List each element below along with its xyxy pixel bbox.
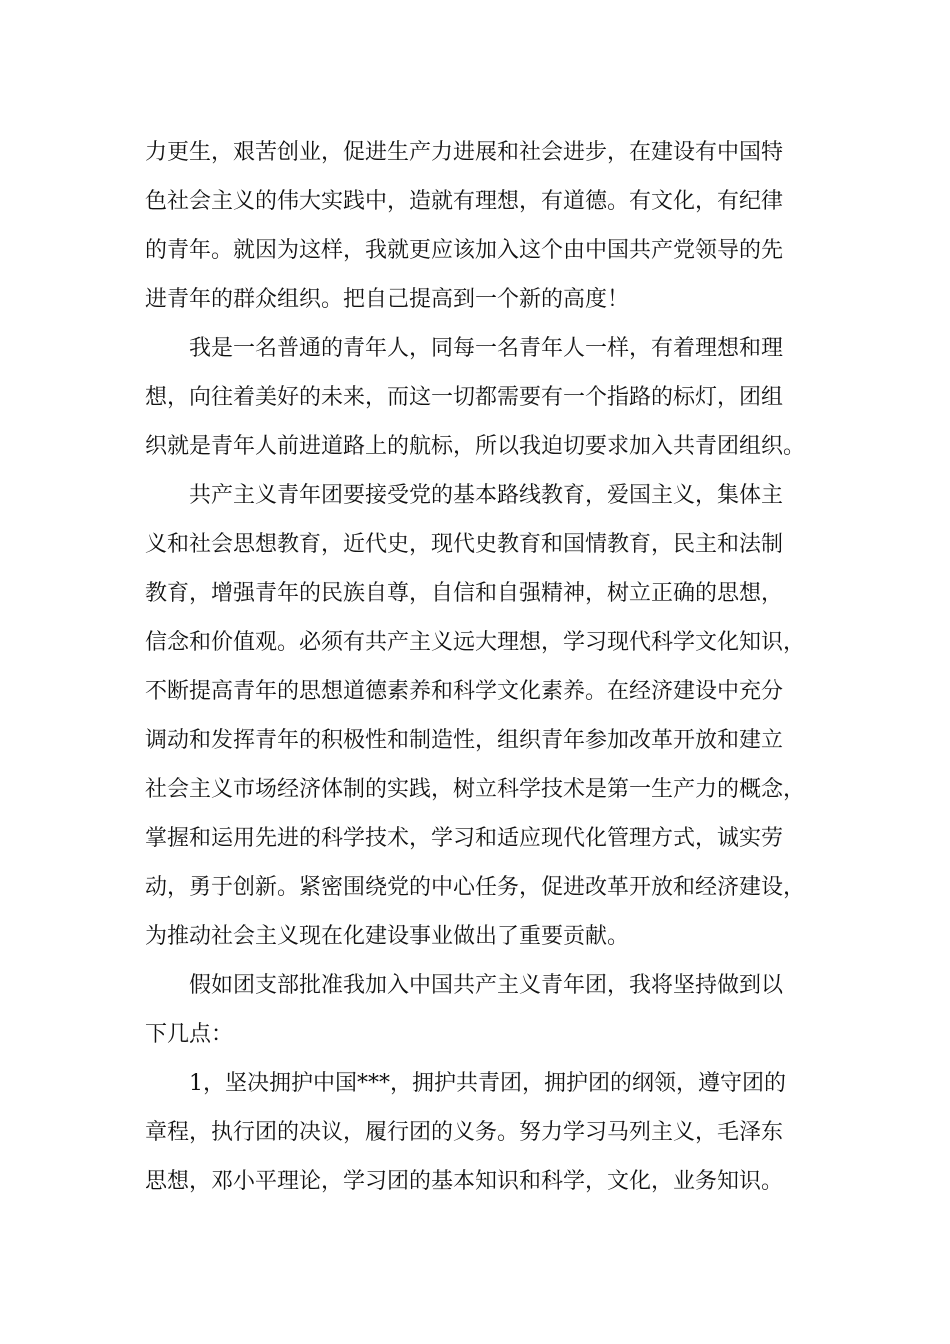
text-line: 章程，执行团的决议，履行团的义务。努力学习马列主义，毛泽东	[145, 1120, 784, 1145]
text-line: 下几点：	[145, 1022, 234, 1047]
text-line: 不断提高青年的思想道德素养和科学文化素养。在经济建设中充分	[145, 679, 784, 704]
text-line: 教育，增强青年的民族自尊，自信和自强精神，树立正确的思想，	[145, 581, 784, 606]
paragraph-first-line: 我是一名普通的青年人，同每一名青年人一样，有着理想和理	[189, 336, 784, 361]
text-line: 信念和价值观。必须有共产主义远大理想，学习现代科学文化知识，	[145, 630, 806, 655]
text-line: 社会主义市场经济体制的实践，树立科学技术是第一生产力的概念，	[145, 777, 806, 802]
text-line: 义和社会思想教育，近代史，现代史教育和国情教育，民主和法制	[145, 532, 784, 557]
text-line: 掌握和运用先进的科学技术，学习和适应现代化管理方式，诚实劳	[145, 826, 784, 851]
text-line: 的青年。就因为这样，我就更应该加入这个由中国共产党领导的先	[145, 238, 784, 263]
text-line: 调动和发挥青年的积极性和制造性，组织青年参加改革开放和建立	[145, 728, 784, 753]
text-line: 想，向往着美好的未来，而这一切都需要有一个指路的标灯，团组	[145, 385, 784, 410]
text-line: 力更生，艰苦创业，促进生产力进展和社会进步，在建设有中国特	[145, 140, 784, 165]
text-line: 思想，邓小平理论，学习团的基本知识和科学，文化，业务知识。	[145, 1169, 784, 1194]
text-line: 色社会主义的伟大实践中，造就有理想，有道德。有文化，有纪律	[145, 189, 784, 214]
paragraph-first-line: 共产主义青年团要接受党的基本路线教育，爱国主义，集体主	[189, 483, 784, 508]
text-line: 动，勇于创新。紧密围绕党的中心任务，促进改革开放和经济建设，	[145, 875, 806, 900]
text-line: 织就是青年人前进道路上的航标，所以我迫切要求加入共青团组织。	[145, 434, 806, 459]
paragraph-first-line: 1，坚决拥护中国***，拥护共青团，拥护团的纲领，遵守团的	[189, 1071, 786, 1096]
text-line: 为推动社会主义现在化建设事业做出了重要贡献。	[145, 924, 630, 949]
body-text	[145, 128, 815, 1206]
paragraph-first-line: 假如团支部批准我加入中国共产主义青年团，我将坚持做到以	[189, 973, 784, 998]
text-line: 进青年的群众组织。把自己提高到一个新的高度！	[145, 287, 630, 312]
